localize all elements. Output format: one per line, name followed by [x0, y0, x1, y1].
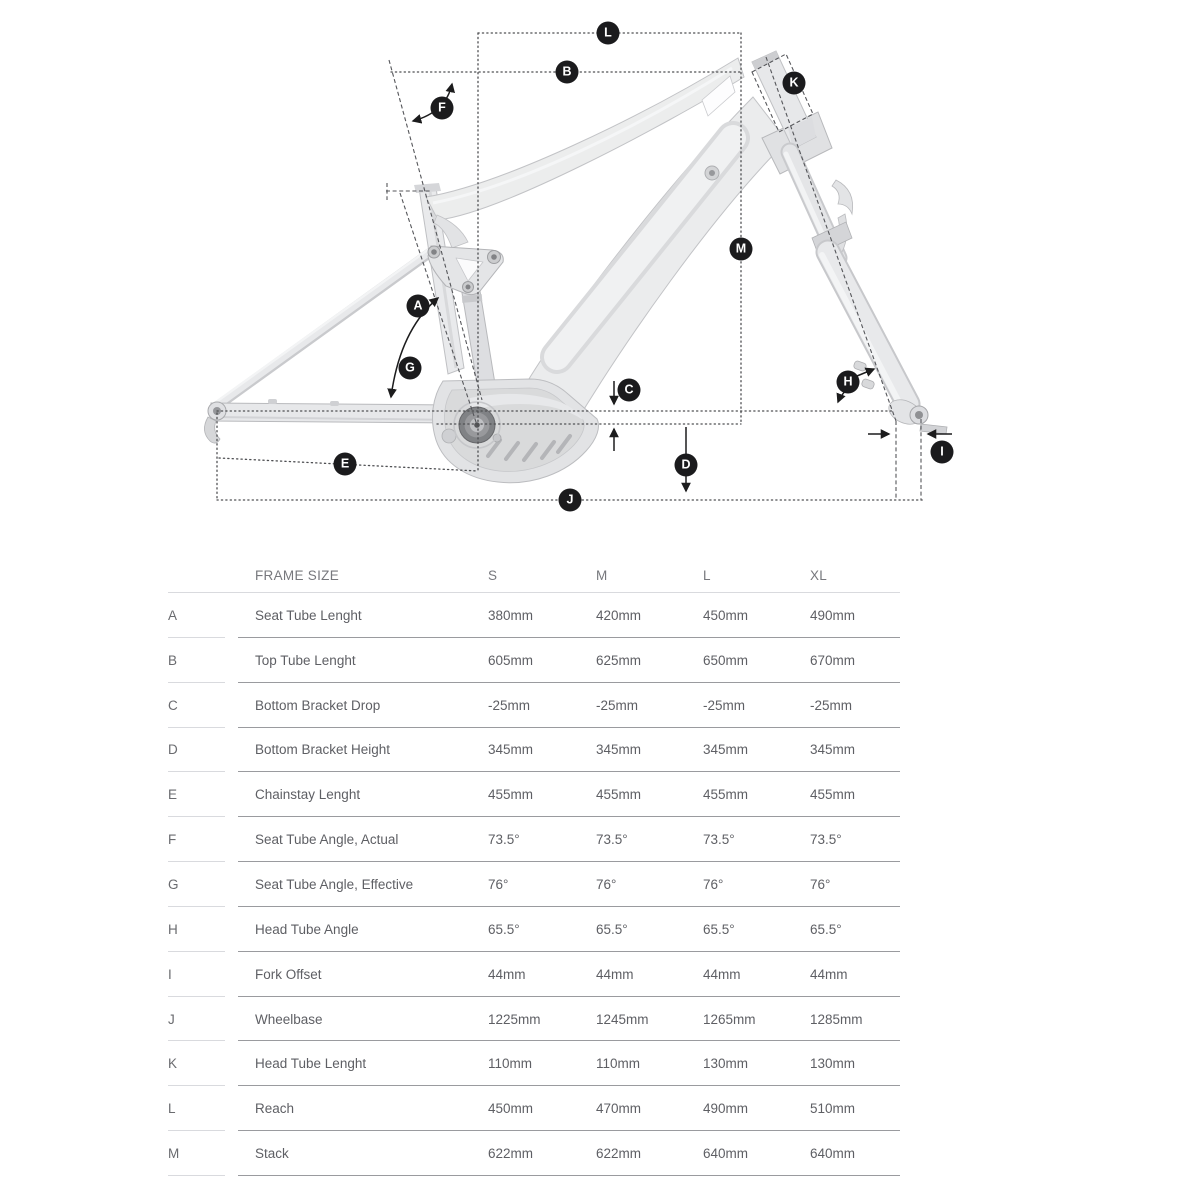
diagram-label-letter: A — [413, 298, 423, 313]
row-value-xl: 510mm — [810, 1101, 856, 1117]
row-value-m: 622mm — [596, 1146, 642, 1162]
row-value-s: -25mm — [488, 697, 531, 713]
row-value-xl: 130mm — [810, 1056, 856, 1072]
geometry-diagram — [0, 0, 1200, 545]
row-value-xl: 76° — [810, 876, 831, 892]
rear-dropout — [204, 402, 226, 443]
table-row — [168, 907, 900, 952]
row-value-s: 622mm — [488, 1146, 534, 1162]
row-value-xl: 490mm — [810, 607, 856, 623]
row-value-m: -25mm — [596, 697, 639, 713]
row-value-l: 1265mm — [703, 1011, 756, 1027]
row-value-s: 450mm — [488, 1101, 534, 1117]
fork-arch — [832, 180, 853, 214]
diagram-label — [559, 489, 582, 512]
row-value-m: 73.5° — [596, 832, 628, 848]
row-value-s: 110mm — [488, 1056, 533, 1072]
header-size-m: M — [596, 568, 608, 583]
row-value-l: 130mm — [703, 1056, 749, 1072]
row-measure-name: Seat Tube Lenght — [255, 607, 362, 623]
table-row — [168, 1086, 900, 1131]
header-size-xl: XL — [810, 568, 828, 583]
row-measure-name: Stack — [255, 1146, 289, 1162]
row-value-l: 76° — [703, 876, 724, 892]
table-row — [168, 1041, 900, 1086]
diagram-label — [334, 453, 357, 476]
diagram-label-letter: L — [604, 25, 612, 40]
row-value-l: -25mm — [703, 697, 746, 713]
row-measure-name: Wheelbase — [255, 1011, 323, 1027]
row-value-m: 470mm — [596, 1101, 642, 1117]
row-value-xl: 345mm — [810, 742, 856, 758]
table-row — [168, 1131, 900, 1176]
diagram-label-letter: G — [405, 360, 415, 375]
row-value-l: 450mm — [703, 607, 749, 623]
row-value-m: 44mm — [596, 966, 634, 982]
diagram-label — [618, 379, 641, 402]
row-divider — [238, 1175, 900, 1176]
row-value-xl: 65.5° — [810, 921, 842, 937]
diagram-label — [399, 357, 422, 380]
row-letter: B — [168, 638, 238, 683]
row-letter: A — [168, 593, 238, 638]
row-measure-name: Bottom Bracket Height — [255, 742, 391, 758]
row-value-xl: 1285mm — [810, 1011, 863, 1027]
table-row — [168, 728, 900, 773]
diagram-label-letter: I — [940, 444, 944, 459]
row-value-l: 455mm — [703, 787, 749, 803]
row-letter: F — [168, 817, 238, 862]
row-value-l: 345mm — [703, 742, 749, 758]
row-letter: I — [168, 952, 238, 997]
row-value-m: 65.5° — [596, 921, 628, 937]
table-row — [168, 862, 900, 907]
row-value-xl: 44mm — [810, 966, 848, 982]
row-value-xl: 670mm — [810, 652, 856, 668]
diagram-label-letter: J — [566, 492, 574, 507]
row-measure-name: Bottom Bracket Drop — [255, 697, 381, 713]
row-value-m: 420mm — [596, 607, 642, 623]
row-measure-name: Top Tube Lenght — [255, 652, 356, 668]
row-value-l: 640mm — [703, 1146, 749, 1162]
row-value-xl: -25mm — [810, 697, 853, 713]
row-measure-name: Head Tube Lenght — [255, 1056, 367, 1072]
row-value-m: 625mm — [596, 652, 642, 668]
row-measure-name: Seat Tube Angle, Effective — [255, 876, 414, 892]
diagram-label — [730, 238, 753, 261]
table-row — [168, 638, 900, 683]
row-value-s: 76° — [488, 876, 509, 892]
row-value-s: 65.5° — [488, 921, 520, 937]
row-letter: K — [168, 1041, 238, 1086]
row-letter: L — [168, 1086, 238, 1131]
diagram-label — [837, 371, 860, 394]
row-value-m: 76° — [596, 876, 617, 892]
row-measure-name: Seat Tube Angle, Actual — [255, 832, 399, 848]
row-value-m: 455mm — [596, 787, 642, 803]
row-letter: J — [168, 997, 238, 1042]
diagram-label — [783, 72, 806, 95]
row-value-l: 65.5° — [703, 921, 735, 937]
header-frame-size: FRAME SIZE — [255, 568, 340, 583]
row-letter: G — [168, 862, 238, 907]
header-size-s: S — [488, 568, 498, 583]
bike-frame-illustration — [0, 0, 1200, 545]
diagram-label-letter: C — [624, 382, 634, 397]
row-value-l: 490mm — [703, 1101, 749, 1117]
row-value-m: 110mm — [596, 1056, 641, 1072]
diagram-label-letter: B — [562, 64, 572, 79]
row-measure-name: Fork Offset — [255, 966, 322, 982]
row-value-s: 455mm — [488, 787, 534, 803]
table-row — [168, 997, 900, 1042]
diagram-label — [407, 295, 430, 318]
row-value-xl: 455mm — [810, 787, 856, 803]
row-measure-name: Reach — [255, 1101, 295, 1117]
row-value-s: 1225mm — [488, 1011, 541, 1027]
geometry-table — [168, 559, 900, 1176]
row-measure-name: Head Tube Angle — [255, 921, 359, 937]
row-value-s: 380mm — [488, 607, 534, 623]
row-value-s: 73.5° — [488, 832, 520, 848]
row-value-s: 605mm — [488, 652, 534, 668]
row-value-xl: 73.5° — [810, 832, 842, 848]
diagram-label — [931, 441, 954, 464]
table-row — [168, 817, 900, 862]
diagram-label-letter: M — [735, 241, 747, 256]
diagram-label — [597, 22, 620, 45]
diagram-label-letter: D — [681, 457, 691, 472]
table-row — [168, 772, 900, 817]
row-letter: M — [168, 1131, 238, 1176]
row-letter: C — [168, 683, 238, 728]
row-value-l: 73.5° — [703, 832, 735, 848]
table-header — [168, 559, 900, 593]
row-letter: H — [168, 907, 238, 952]
table-row — [168, 952, 900, 997]
header-size-l: L — [703, 568, 711, 583]
row-letter: E — [168, 772, 238, 817]
row-value-l: 650mm — [703, 652, 749, 668]
diagram-label-letter: H — [843, 374, 853, 389]
diagram-label — [675, 454, 698, 477]
diagram-label — [431, 97, 454, 120]
bike-frame — [204, 51, 947, 483]
row-value-m: 1245mm — [596, 1011, 649, 1027]
table-body — [168, 593, 900, 1176]
row-value-l: 44mm — [703, 966, 741, 982]
diagram-label-letter: K — [789, 75, 799, 90]
table-row — [168, 593, 900, 638]
diagram-label-letter: E — [340, 456, 350, 471]
row-measure-name: Chainstay Lenght — [255, 787, 361, 803]
row-value-s: 44mm — [488, 966, 526, 982]
row-value-m: 345mm — [596, 742, 642, 758]
row-value-s: 345mm — [488, 742, 534, 758]
row-value-xl: 640mm — [810, 1146, 856, 1162]
diagram-label-letter: F — [438, 100, 446, 115]
row-letter: D — [168, 728, 238, 773]
brake-mount-tab — [853, 360, 867, 372]
diagram-label — [556, 61, 579, 84]
table-row — [168, 683, 900, 728]
